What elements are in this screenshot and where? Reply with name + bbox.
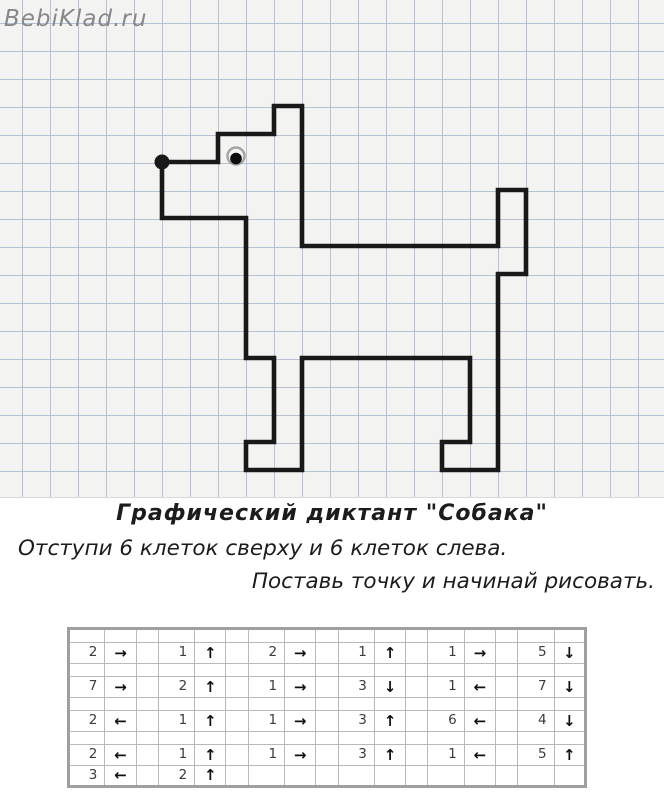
move-count-cell xyxy=(338,698,374,711)
spacer-cell xyxy=(316,629,338,643)
move-arrow-cell xyxy=(195,732,226,745)
arrow-down-icon: ↓ xyxy=(374,677,405,698)
moves-row xyxy=(69,745,586,766)
arrow-left-icon: ← xyxy=(105,745,136,766)
spacer-cell xyxy=(136,711,158,732)
move-count-cell: 4 xyxy=(518,711,554,732)
spacer-cell xyxy=(496,711,518,732)
move-arrow-cell xyxy=(374,766,405,787)
spacer-cell xyxy=(226,643,248,664)
move-count-cell xyxy=(428,629,464,643)
arrow-up-icon: ↑ xyxy=(374,643,405,664)
move-arrow-cell xyxy=(464,766,495,787)
move-arrow-cell xyxy=(285,732,316,745)
spacer-cell xyxy=(496,677,518,698)
arrow-left-icon: ← xyxy=(105,711,136,732)
watermark: BebiKlad.ru xyxy=(4,6,148,32)
arrow-right-icon: → xyxy=(285,677,316,698)
move-count-cell xyxy=(248,698,284,711)
move-arrow-cell xyxy=(105,629,136,643)
arrow-right-icon: → xyxy=(105,677,136,698)
spacer-cell xyxy=(136,732,158,745)
move-count-cell: 2 xyxy=(69,643,105,664)
move-arrow-cell xyxy=(374,629,405,643)
move-count-cell: 1 xyxy=(248,677,284,698)
move-count-cell xyxy=(428,664,464,677)
move-count-cell: 3 xyxy=(338,745,374,766)
spacer-cell xyxy=(406,643,428,664)
move-arrow-cell xyxy=(195,698,226,711)
arrow-up-icon: ↑ xyxy=(195,745,226,766)
move-arrow-cell xyxy=(554,664,585,677)
arrow-up-icon: ↑ xyxy=(554,745,585,766)
spacer-cell xyxy=(226,629,248,643)
move-count-cell: 1 xyxy=(428,643,464,664)
worksheet-title: Графический диктант "Собака" xyxy=(116,501,548,526)
spacer-cell xyxy=(226,732,248,745)
spacer-cell xyxy=(496,732,518,745)
spacer-cell xyxy=(496,629,518,643)
spacer-cell xyxy=(136,677,158,698)
dog-eye-icon xyxy=(230,153,242,165)
spacer-row xyxy=(69,664,586,677)
arrow-left-icon: ← xyxy=(464,711,495,732)
move-count-cell xyxy=(158,629,194,643)
spacer-cell xyxy=(136,698,158,711)
moves-row xyxy=(69,643,586,664)
spacer-cell xyxy=(226,766,248,787)
spacer-cell xyxy=(226,711,248,732)
move-arrow-cell xyxy=(374,732,405,745)
move-count-cell: 3 xyxy=(69,766,105,787)
move-count-cell xyxy=(338,629,374,643)
move-count-cell: 3 xyxy=(338,677,374,698)
move-arrow-cell xyxy=(464,664,495,677)
move-count-cell xyxy=(248,766,284,787)
move-arrow-cell xyxy=(105,732,136,745)
move-arrow-cell xyxy=(464,698,495,711)
move-count-cell: 3 xyxy=(338,711,374,732)
spacer-cell xyxy=(496,766,518,787)
move-count-cell: 1 xyxy=(338,643,374,664)
spacer-cell xyxy=(316,698,338,711)
dog-outline xyxy=(162,106,526,470)
spacer-row xyxy=(69,698,586,711)
move-arrow-cell xyxy=(285,766,316,787)
arrow-up-icon: ↑ xyxy=(195,643,226,664)
move-count-cell: 1 xyxy=(428,677,464,698)
move-count-cell xyxy=(69,664,105,677)
move-count-cell xyxy=(518,732,554,745)
move-count-cell xyxy=(158,664,194,677)
move-count-cell: 1 xyxy=(158,711,194,732)
spacer-cell xyxy=(136,766,158,787)
move-count-cell xyxy=(428,698,464,711)
move-count-cell xyxy=(428,766,464,787)
move-count-cell: 5 xyxy=(518,643,554,664)
spacer-cell xyxy=(406,677,428,698)
move-arrow-cell xyxy=(105,664,136,677)
move-count-cell xyxy=(338,766,374,787)
arrow-right-icon: → xyxy=(285,711,316,732)
move-count-cell xyxy=(69,732,105,745)
move-count-cell: 1 xyxy=(158,745,194,766)
move-count-cell xyxy=(248,664,284,677)
moves-row xyxy=(69,711,586,732)
arrow-left-icon: ← xyxy=(105,766,136,787)
move-count-cell xyxy=(158,732,194,745)
spacer-cell xyxy=(406,698,428,711)
spacer-cell xyxy=(226,745,248,766)
move-count-cell xyxy=(428,732,464,745)
spacer-cell xyxy=(136,745,158,766)
move-count-cell: 2 xyxy=(248,643,284,664)
spacer-cell xyxy=(226,664,248,677)
move-count-cell: 2 xyxy=(69,745,105,766)
spacer-cell xyxy=(136,664,158,677)
move-count-cell: 7 xyxy=(69,677,105,698)
move-count-cell: 2 xyxy=(158,766,194,787)
spacer-cell xyxy=(406,745,428,766)
move-count-cell xyxy=(518,698,554,711)
move-count-cell xyxy=(248,629,284,643)
move-count-cell: 1 xyxy=(428,745,464,766)
move-count-cell: 2 xyxy=(158,677,194,698)
move-arrow-cell xyxy=(195,664,226,677)
spacer-cell xyxy=(496,745,518,766)
spacer-row xyxy=(69,629,586,643)
spacer-cell xyxy=(226,698,248,711)
spacer-cell xyxy=(406,766,428,787)
move-count-cell xyxy=(338,732,374,745)
move-count-cell: 7 xyxy=(518,677,554,698)
spacer-row xyxy=(69,732,586,745)
move-count-cell xyxy=(518,766,554,787)
move-count-cell xyxy=(158,698,194,711)
spacer-cell xyxy=(496,698,518,711)
move-count-cell xyxy=(518,664,554,677)
move-count-cell xyxy=(69,698,105,711)
move-arrow-cell xyxy=(554,732,585,745)
arrow-down-icon: ↓ xyxy=(554,677,585,698)
spacer-cell xyxy=(226,677,248,698)
arrow-left-icon: ← xyxy=(464,677,495,698)
spacer-cell xyxy=(316,732,338,745)
move-arrow-cell xyxy=(285,664,316,677)
spacer-cell xyxy=(496,664,518,677)
arrow-right-icon: → xyxy=(285,745,316,766)
spacer-cell xyxy=(316,711,338,732)
move-arrow-cell xyxy=(285,698,316,711)
arrow-left-icon: ← xyxy=(464,745,495,766)
arrow-up-icon: ↑ xyxy=(195,711,226,732)
spacer-cell xyxy=(136,629,158,643)
move-count-cell: 1 xyxy=(248,711,284,732)
dictation-table-body xyxy=(69,629,586,787)
move-count-cell: 1 xyxy=(158,643,194,664)
arrow-right-icon: → xyxy=(285,643,316,664)
move-count-cell: 1 xyxy=(248,745,284,766)
spacer-cell xyxy=(406,664,428,677)
spacer-cell xyxy=(316,766,338,787)
arrow-up-icon: ↑ xyxy=(195,766,226,787)
move-arrow-cell xyxy=(464,629,495,643)
spacer-cell xyxy=(496,643,518,664)
move-arrow-cell xyxy=(285,629,316,643)
move-arrow-cell xyxy=(554,698,585,711)
move-arrow-cell xyxy=(195,629,226,643)
dictation-table xyxy=(67,627,587,788)
move-arrow-cell xyxy=(374,698,405,711)
spacer-cell xyxy=(406,732,428,745)
spacer-cell xyxy=(406,711,428,732)
moves-row xyxy=(69,766,586,787)
arrow-up-icon: ↑ xyxy=(195,677,226,698)
arrow-down-icon: ↓ xyxy=(554,711,585,732)
start-dot xyxy=(155,155,170,170)
move-arrow-cell xyxy=(464,732,495,745)
spacer-cell xyxy=(316,643,338,664)
instruction-line-2: Поставь точку и начинай рисовать. xyxy=(251,569,655,594)
move-count-cell xyxy=(518,629,554,643)
move-arrow-cell xyxy=(554,766,585,787)
move-count-cell xyxy=(69,629,105,643)
arrow-right-icon: → xyxy=(105,643,136,664)
spacer-cell xyxy=(316,745,338,766)
spacer-cell xyxy=(136,643,158,664)
move-count-cell: 6 xyxy=(428,711,464,732)
instruction-line-1: Отступи 6 клеток сверху и 6 клеток слева. xyxy=(18,536,508,561)
arrow-up-icon: ↑ xyxy=(374,711,405,732)
spacer-cell xyxy=(316,677,338,698)
spacer-cell xyxy=(316,664,338,677)
move-count-cell: 2 xyxy=(69,711,105,732)
arrow-right-icon: → xyxy=(464,643,495,664)
move-count-cell xyxy=(338,664,374,677)
move-count-cell: 5 xyxy=(518,745,554,766)
move-arrow-cell xyxy=(105,698,136,711)
move-arrow-cell xyxy=(374,664,405,677)
arrow-down-icon: ↓ xyxy=(554,643,585,664)
moves-row xyxy=(69,677,586,698)
move-arrow-cell xyxy=(554,629,585,643)
move-count-cell xyxy=(248,732,284,745)
arrow-up-icon: ↑ xyxy=(374,745,405,766)
spacer-cell xyxy=(406,629,428,643)
